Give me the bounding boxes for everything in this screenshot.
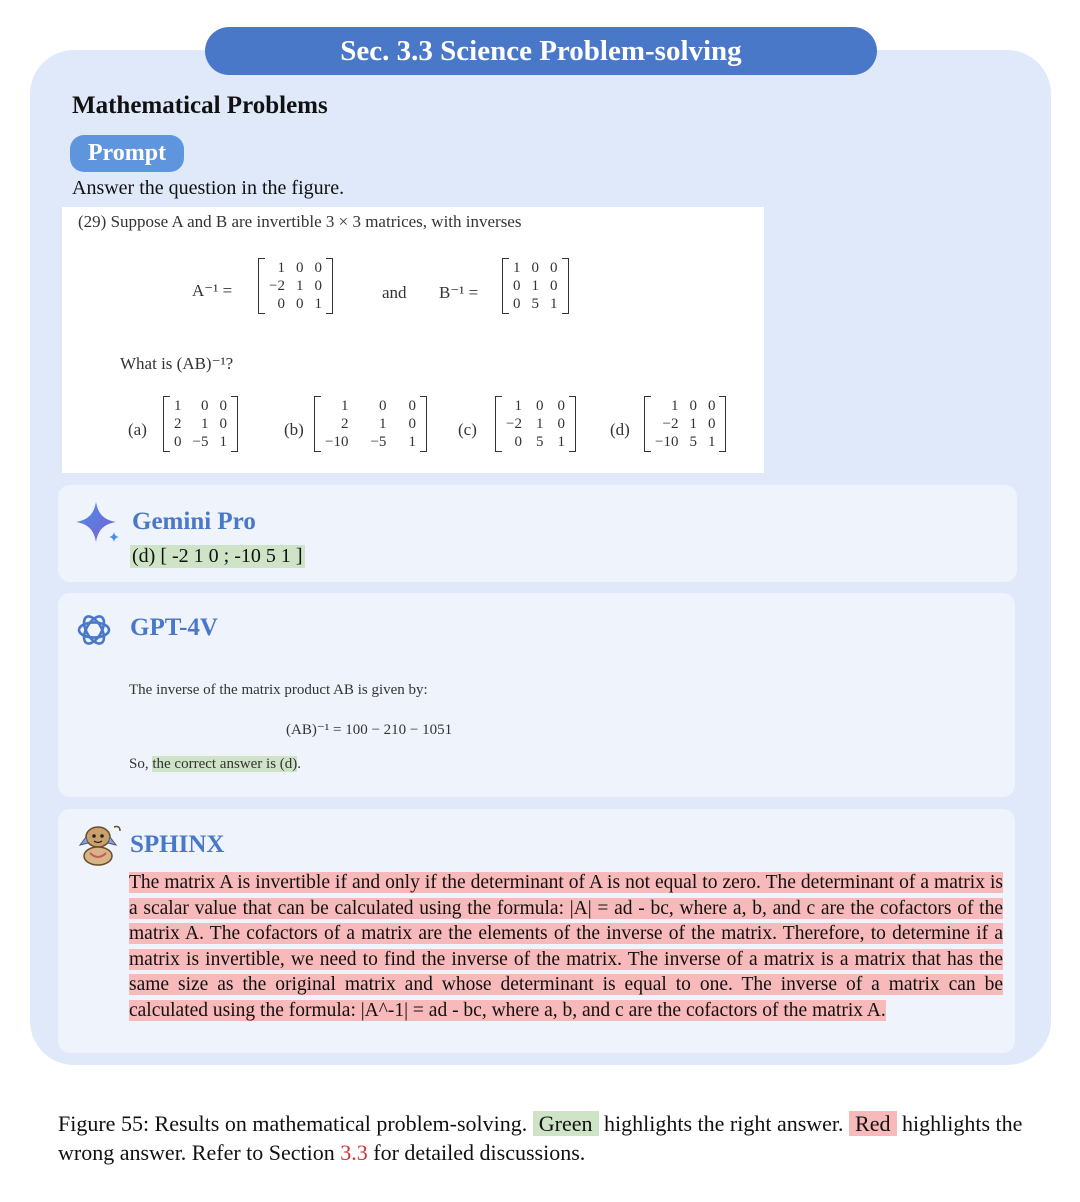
prompt-chip: Prompt [70,135,184,172]
gpt4v-conclusion-prefix: So, [129,756,153,772]
matrix-cell: 0 [557,416,565,432]
matrix-cell: 0 [378,398,387,414]
question-ab-inverse: What is (AB)⁻¹? [120,354,234,373]
matrix-cell: 0 [707,398,716,414]
matrix-cell: 1 [295,278,304,294]
option-a-label: (a) [128,420,147,439]
matrix-cell: 0 [707,416,716,432]
a-inverse-label: A⁻¹ = [192,281,233,300]
matrix-cell: 1 [200,416,209,432]
option-a-matrix [163,396,238,452]
matrix-cell: 1 [535,416,544,432]
matrix-cell: −5 [192,434,209,450]
sphinx-name: SPHINX [130,831,225,858]
matrix-cell: 0 [314,260,322,276]
section-banner: Sec. 3.3 Science Problem-solving [205,27,877,75]
caption-part-1: Figure 55: Results on mathematical problem-solving. [58,1111,533,1136]
matrix-cell: 2 [174,416,182,432]
matrix-cell: 1 [314,296,322,312]
matrix-cell: −2 [269,278,285,294]
matrix-cell: 1 [550,296,558,312]
matrix-cell: 0 [513,296,521,312]
matrix-cell: 1 [513,260,521,276]
sphinx-wrong-highlight: The matrix A is invertible if and only if the determinant of A is not equal to zero. The determinant of a matrix is a scalar value that can be calculated using the formula: |A| = ad - bc, where a, b, and c are the cofactors of the matrix A. The cofactors of a matrix are the elements of the inverse of the matrix. Therefore, to determine if a matrix is invertible, we need to find the inverse of the matrix. The inverse of a matrix is a matrix that has the same size as the original matrix and whose determinant is equal to one. The inverse of a matrix can be calculated using the formula: |A^-1| = ad - bc, where a, b, and c are the cofactors of the matrix A. [129,872,1003,1021]
gpt4v-line1: The inverse of the matrix product AB is given by: [129,682,428,698]
caption-red-label: Red [849,1111,896,1136]
matrix-cell: 1 [378,416,387,432]
matrix-cell: 0 [557,398,565,414]
matrix-cell: 1 [408,434,416,450]
matrix-cell: 0 [174,434,182,450]
question-text: Answer the question in the figure. [72,177,345,199]
matrix-cell: 1 [531,278,539,294]
section-title: Mathematical Problems [72,92,328,119]
gpt4v-name: GPT-4V [130,614,218,641]
matrix-cell: 5 [531,296,539,312]
matrix-cell: 0 [295,260,304,276]
section-link[interactable]: 3.3 [340,1140,368,1165]
caption-part-2: highlights the right answer. [598,1111,850,1136]
option-b-label: (b) [284,420,304,439]
openai-logo-icon [75,611,113,649]
matrix-cell: 0 [550,278,558,294]
option-d-matrix [644,396,726,452]
gpt4v-conclusion-suffix: . [297,756,302,772]
caption-part-4: for detailed discussions. [367,1140,586,1165]
matrix-cell: 1 [340,398,349,414]
matrix-cell: 0 [514,434,522,450]
matrix-cell: 5 [689,434,697,450]
b-inverse-label: B⁻¹ = [439,283,479,302]
matrix-cell: 0 [550,260,558,276]
matrix-cell: 0 [408,398,416,414]
matrix-cell: 0 [200,398,209,414]
gpt4v-correct-highlight: the correct answer is (d) [152,756,298,772]
matrix-cell: 0 [277,296,285,312]
matrix-cell: −10 [325,434,349,450]
matrix-cell: 0 [295,296,304,312]
matrix-cell: 1 [707,434,716,450]
matrix-cell: 1 [514,398,522,414]
matrix-cell: 0 [408,416,416,432]
matrix-cell: 1 [174,398,182,414]
matrix-cell: 5 [535,434,544,450]
matrix-cell: 0 [535,398,544,414]
gemini-name: Gemini Pro [132,508,256,535]
matrix-cell: 0 [531,260,539,276]
caption-part-3: highlights the wrong answer. Refer to Section [58,1111,1023,1165]
matrix-cell: 1 [670,398,679,414]
matrix-cell: 0 [219,416,227,432]
sphinx-answer [129,870,1003,1023]
figure-caption [58,1109,1028,1167]
gpt4v-formula: (AB)⁻¹ = 100 − 210 − 1051 [286,722,453,738]
option-b-matrix [314,396,427,452]
a-inverse-matrix [258,258,333,314]
matrix-cell: 0 [513,278,521,294]
option-c-matrix [495,396,576,452]
matrix-cell: 1 [689,416,697,432]
matrix-cell: 0 [689,398,697,414]
and-label: and [382,283,407,302]
matrix-cell: 1 [219,434,227,450]
option-c-label: (c) [458,420,477,439]
matrix-cell: 0 [314,278,322,294]
matrix-cell: 1 [277,260,285,276]
problem-figure [62,207,764,473]
gpt4v-conclusion [129,756,301,773]
gemini-sparkle-icon [76,502,122,544]
problem-statement: (29) Suppose A and B are invertible 3 × 3 matrices, with inverses [78,212,522,231]
matrix-cell: −10 [655,434,679,450]
matrix-cell: −2 [506,416,522,432]
option-d-label: (d) [610,420,630,439]
sphinx-mascot-icon [76,823,124,867]
matrix-cell: 2 [340,416,349,432]
matrix-cell: 1 [557,434,565,450]
matrix-cell: −2 [662,416,679,432]
caption-green-label: Green [533,1111,599,1136]
matrix-cell: 0 [219,398,227,414]
gemini-answer: (d) [ -2 1 0 ; -10 5 1 ] [132,545,303,567]
matrix-cell: −5 [370,434,387,450]
b-inverse-matrix [502,258,569,314]
